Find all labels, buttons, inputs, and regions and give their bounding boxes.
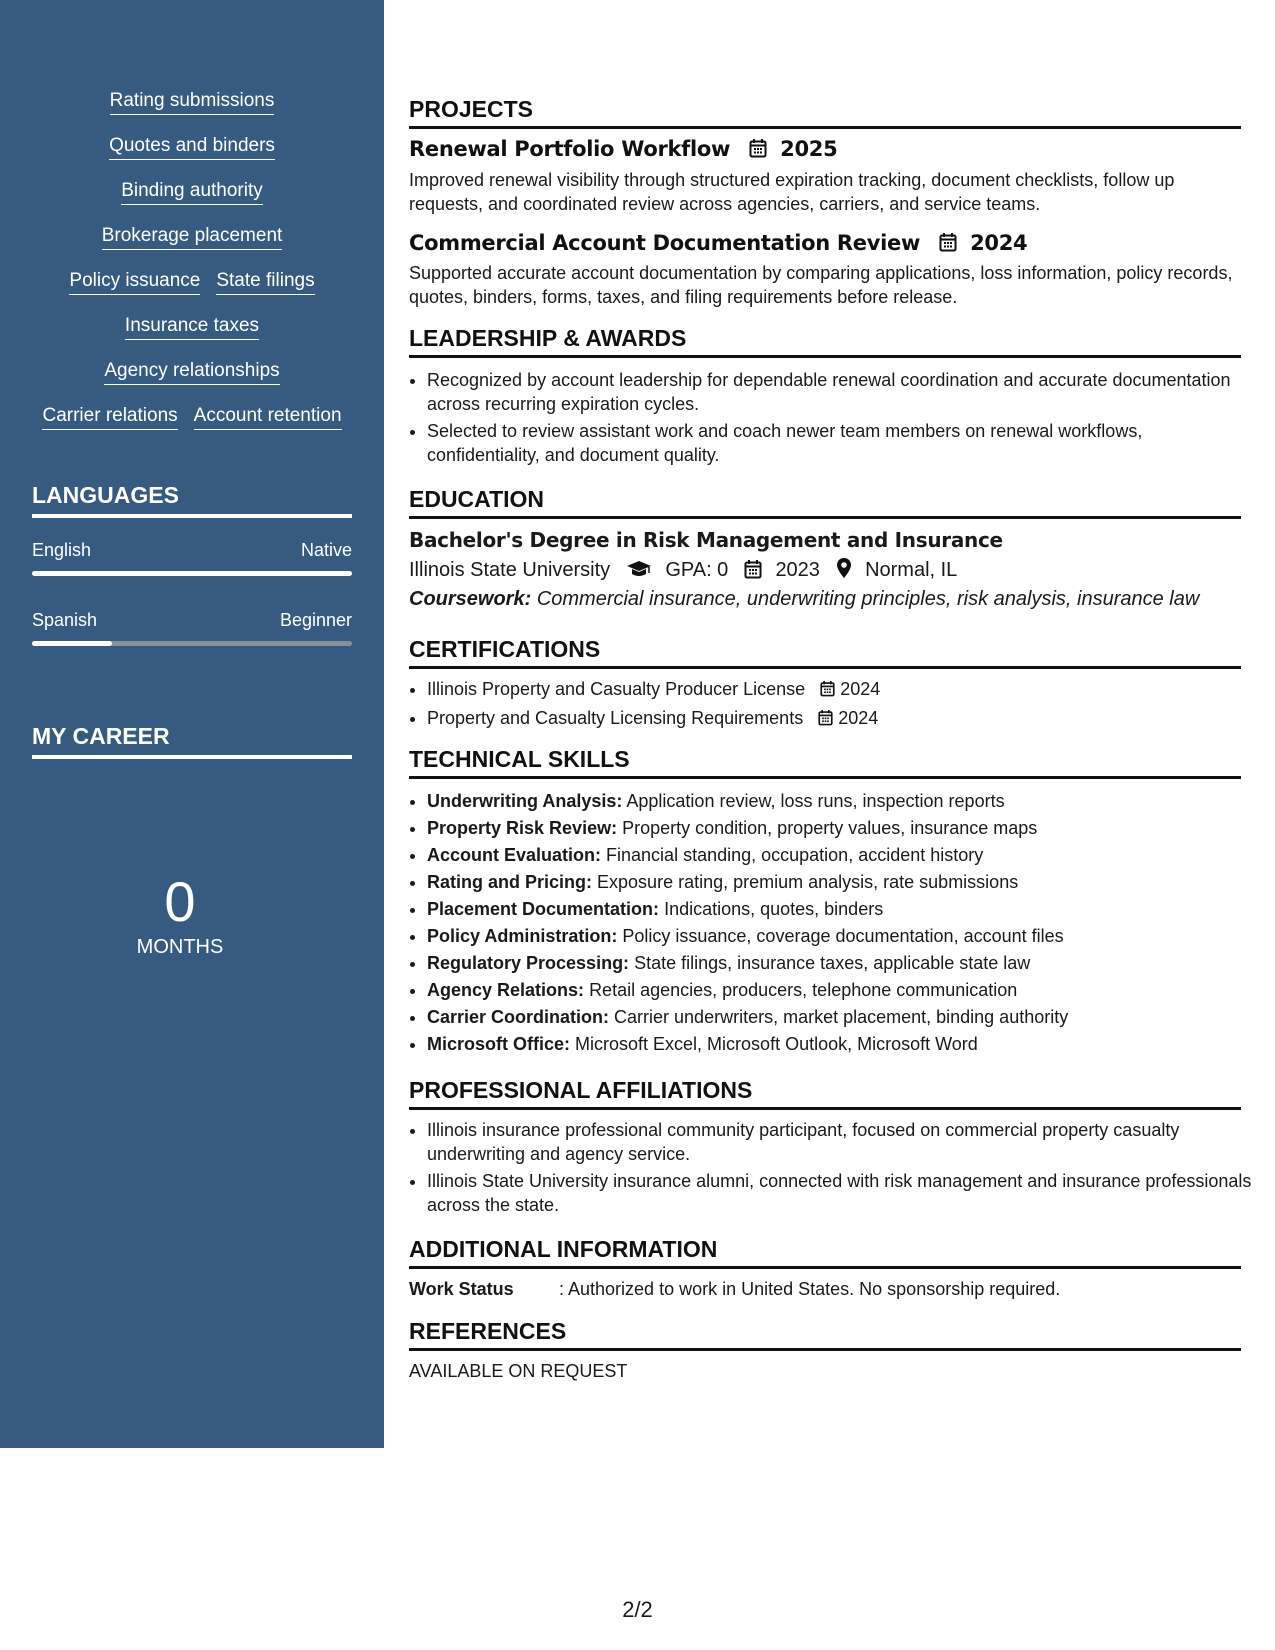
- skill-category: Regulatory Processing:: [427, 953, 630, 973]
- leadership-list: [409, 368, 1259, 470]
- work-status-label: Work Status: [409, 1279, 514, 1299]
- certification-year: 2024: [838, 708, 879, 728]
- skill-category: Placement Documentation:: [427, 899, 660, 919]
- career-heading: MY CAREER: [32, 723, 352, 759]
- calendar-icon: [820, 679, 835, 703]
- list-item: [427, 978, 1259, 1002]
- project-description: Supported accurate account documentation by comparing applications, loss information, policy records, quotes, binders, forms, taxes, and filing requirements before release.: [409, 263, 1233, 307]
- certification-name: Property and Casualty Licensing Requirements: [427, 708, 804, 728]
- work-status: [409, 1279, 1060, 1300]
- graduation-cap-icon: [626, 559, 652, 585]
- skill-tag-link[interactable]: Account retention: [194, 405, 342, 430]
- projects-heading: PROJECTS: [409, 95, 1241, 129]
- certifications-heading: CERTIFICATIONS: [409, 635, 1241, 669]
- affiliations-list: [409, 1118, 1259, 1220]
- skill-values: Property condition, property values, insurance maps: [622, 818, 1038, 838]
- language-item: [32, 540, 352, 561]
- skill-tag-link[interactable]: State filings: [216, 270, 314, 295]
- skill-tag-link[interactable]: Quotes and binders: [109, 135, 275, 160]
- leadership-heading: LEADERSHIP & AWARDS: [409, 324, 1241, 358]
- skill-category: Microsoft Office:: [427, 1034, 571, 1054]
- language-level: Beginner: [279, 610, 352, 630]
- project-name: Renewal Portfolio Workflow: [409, 137, 731, 161]
- project-year: 2024: [970, 231, 1028, 255]
- language-proficiency-fill: [32, 641, 112, 646]
- skill-values: Financial standing, occupation, accident history: [606, 845, 984, 865]
- list-item: [427, 843, 1259, 867]
- skill-values: Application review, loss runs, inspection reports: [626, 791, 1005, 811]
- skill-tag-link[interactable]: Brokerage placement: [102, 225, 283, 250]
- skill-values: State filings, insurance taxes, applicable state law: [634, 953, 1031, 973]
- coursework-value: Commercial insurance, underwriting principles, risk analysis, insurance law: [536, 588, 1200, 610]
- language-name: Spanish: [32, 610, 98, 630]
- skill-tag-row: [0, 225, 384, 250]
- list-item: [427, 706, 1259, 732]
- skill-category: Policy Administration:: [427, 926, 618, 946]
- list-item: [427, 924, 1259, 948]
- calendar-icon: [749, 138, 767, 163]
- project-title: [409, 231, 1027, 257]
- project-name: Commercial Account Documentation Review: [409, 231, 921, 255]
- list-item: [427, 789, 1259, 813]
- work-status-value: : Authorized to work in United States. No sponsorship required.: [559, 1279, 1061, 1299]
- skill-tag-row: [0, 405, 384, 430]
- location-pin-icon: [836, 557, 852, 585]
- list-item: [427, 1032, 1259, 1056]
- skill-values: Exposure rating, premium analysis, rate submissions: [597, 872, 1019, 892]
- calendar-icon: [818, 708, 833, 732]
- skill-tag-link[interactable]: Insurance taxes: [125, 315, 259, 340]
- language-proficiency-bar: [32, 641, 352, 646]
- gpa: GPA: 0: [665, 559, 729, 581]
- language-proficiency-bar: [32, 571, 352, 576]
- project-description: Improved renewal visibility through structured expiration tracking, document checklists, follow up requests, and coordinated review across agencies, carriers, and service teams.: [409, 170, 1175, 214]
- coursework-label: Coursework:: [409, 588, 532, 610]
- project-title: [409, 137, 837, 163]
- technical-skills-list: [409, 789, 1259, 1059]
- skill-tag-row: [0, 315, 384, 340]
- certification-year: 2024: [840, 679, 881, 699]
- technical-skills-heading: TECHNICAL SKILLS: [409, 745, 1241, 779]
- skill-tag-link[interactable]: Agency relationships: [104, 360, 279, 385]
- certification-name: Illinois Property and Casualty Producer License: [427, 679, 806, 699]
- language-name: English: [32, 540, 92, 560]
- skill-tag-row: [0, 180, 384, 205]
- list-item: [427, 816, 1259, 840]
- skill-category: Property Risk Review:: [427, 818, 618, 838]
- skill-tag-link[interactable]: Rating submissions: [110, 90, 275, 115]
- skill-category: Rating and Pricing:: [427, 872, 593, 892]
- skill-values: Policy issuance, coverage documentation, account files: [622, 926, 1064, 946]
- skill-category: Account Evaluation:: [427, 845, 602, 865]
- list-item: [427, 951, 1259, 975]
- skill-category: Underwriting Analysis:: [427, 791, 623, 811]
- list-item: [427, 897, 1259, 921]
- school-name: Illinois State University: [409, 559, 611, 581]
- language-proficiency-fill: [32, 571, 352, 576]
- skill-values: Microsoft Excel, Microsoft Outlook, Microsoft Word: [575, 1034, 978, 1054]
- certifications-list: [409, 677, 1259, 735]
- skill-tag-link[interactable]: Carrier relations: [42, 405, 177, 430]
- skill-tag-link[interactable]: Binding authority: [121, 180, 263, 205]
- skill-tag-row: [0, 360, 384, 385]
- skill-tag-row: [0, 270, 384, 295]
- language-level: Native: [300, 540, 352, 560]
- career-unit: MONTHS: [136, 936, 224, 958]
- list-item: • Illinois State University insurance alumni, connected with risk management and insurance professionals across the state.: [427, 1169, 1259, 1217]
- language-item: [32, 610, 352, 631]
- skill-category: Carrier Coordination:: [427, 1007, 610, 1027]
- career-value: 0: [164, 870, 196, 933]
- list-item: • Selected to review assistant work and coach newer team members on renewal workflows, confidentiality, and document quality.: [427, 419, 1259, 467]
- list-item: • Illinois insurance professional community participant, focused on commercial property casualty underwriting and agency service.: [427, 1118, 1259, 1166]
- sidebar: [0, 0, 384, 1448]
- references-value: AVAILABLE ON REQUEST: [409, 1361, 628, 1381]
- additional-info-heading: ADDITIONAL INFORMATION: [409, 1235, 1241, 1269]
- references-heading: REFERENCES: [409, 1317, 1241, 1351]
- list-item: • Recognized by account leadership for dependable renewal coordination and accurate documentation across recurring expiration cycles.: [427, 368, 1259, 416]
- education-details: [409, 557, 957, 585]
- project-year: 2025: [780, 137, 838, 161]
- degree: Bachelor's Degree in Risk Management and Insurance: [409, 528, 1003, 552]
- calendar-icon: [939, 232, 957, 257]
- languages-heading: LANGUAGES: [32, 482, 352, 518]
- skill-values: Carrier underwriters, market placement, binding authority: [614, 1007, 1069, 1027]
- skill-tag-row: [0, 135, 384, 160]
- page-number: 2/2: [622, 1597, 653, 1622]
- skill-tag-row: [0, 90, 384, 115]
- list-item: [427, 677, 1259, 703]
- graduation-year: 2023: [775, 559, 820, 581]
- skill-values: Retail agencies, producers, telephone communication: [589, 980, 1018, 1000]
- skill-category: Agency Relations:: [427, 980, 585, 1000]
- coursework: [409, 588, 1199, 611]
- list-item: [427, 1005, 1259, 1029]
- skill-tag-link[interactable]: Policy issuance: [69, 270, 200, 295]
- school-location: Normal, IL: [865, 559, 958, 581]
- education-heading: EDUCATION: [409, 485, 1241, 519]
- list-item: [427, 870, 1259, 894]
- skill-values: Indications, quotes, binders: [664, 899, 884, 919]
- calendar-icon: [744, 559, 762, 585]
- affiliations-heading: PROFESSIONAL AFFILIATIONS: [409, 1076, 1241, 1110]
